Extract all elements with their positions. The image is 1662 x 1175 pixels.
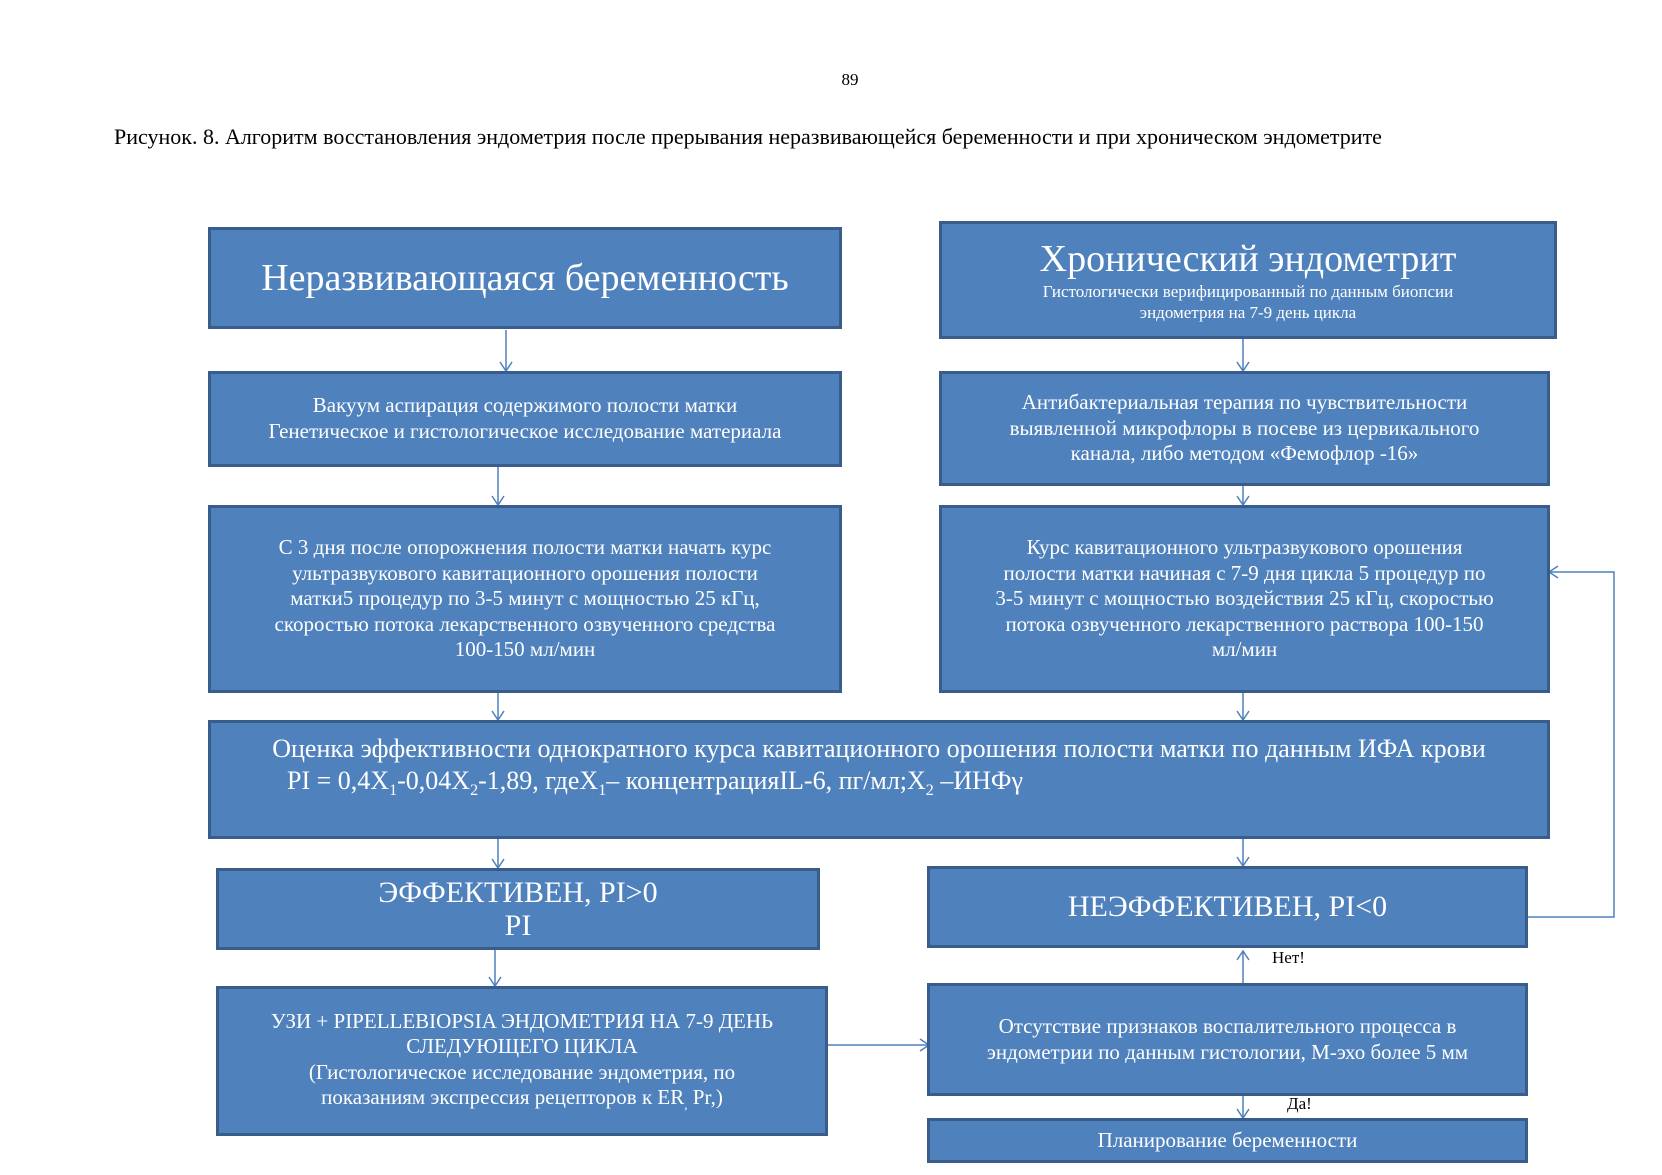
node-course-left-line-4: скоростью потока лекарственного озвученного средства xyxy=(274,611,776,636)
node-course-left xyxy=(208,505,842,693)
node-missed-pregnancy-text: Неразвивающаяся беременность xyxy=(261,256,789,299)
node-course-left-line-3: матки5 процедур по 3-5 минут с мощностью 25 кГц, xyxy=(290,586,760,611)
node-planning-text: Планирование беременности xyxy=(1097,1127,1358,1152)
node-course-right-line-1: Курс кавитационного ультразвукового орошения xyxy=(1026,534,1463,559)
node-ultrasound-biopsy-line-4 xyxy=(321,1085,723,1113)
node-course-left-line-5: 100-150 мл/мин xyxy=(454,637,596,662)
formula-sub-3: 1 xyxy=(598,781,607,799)
node-no-inflammation-line-2: эндометрии по данным гистологии, М-эхо более 5 мм xyxy=(986,1039,1469,1064)
node-antibacterial-therapy xyxy=(939,371,1550,486)
biopsy-line-4-part-b: Pr,) xyxy=(687,1085,723,1110)
formula-sub-4: 2 xyxy=(925,781,934,799)
node-ineffective-text: НЕЭФФЕКТИВЕН, PI<0 xyxy=(1067,889,1388,923)
formula-part-c: -1,89, гдеX xyxy=(478,765,599,795)
edge-label-no: Нет! xyxy=(1272,948,1305,967)
node-course-right-line-4: потока озвученного лекарственного раствора 100-150 xyxy=(1005,611,1484,636)
node-missed-pregnancy xyxy=(208,227,842,329)
node-ultrasound-biopsy-line-2: СЛЕДУЮЩЕГО ЦИКЛА xyxy=(406,1034,638,1059)
formula-sub-1: 1 xyxy=(389,781,398,799)
node-ultrasound-biopsy-line-1: УЗИ + PIPELLEBIOPSIA ЭНДОМЕТРИЯ НА 7-9 ДЕНЬ xyxy=(270,1008,774,1033)
formula-part-a: PI = 0,4X xyxy=(287,765,390,795)
node-effective xyxy=(216,868,820,950)
page-number: 89 xyxy=(841,70,859,89)
formula-part-d: – концентрацияIL-6, пг/мл;X xyxy=(606,765,926,795)
node-ultrasound-biopsy xyxy=(216,986,828,1136)
node-planning xyxy=(927,1118,1528,1163)
node-course-left-line-1: С 3 дня после опорожнения полости матки начать курс xyxy=(278,534,772,559)
node-evaluation-formula xyxy=(287,765,1023,801)
biopsy-line-4-part-a: показаниям экспрессия рецепторов к ER xyxy=(321,1085,685,1110)
node-no-inflammation xyxy=(927,983,1528,1096)
node-vacuum-aspiration xyxy=(208,371,842,467)
node-course-right-line-5: мл/мин xyxy=(1211,637,1278,662)
edge-label-yes: Да! xyxy=(1287,1094,1312,1113)
figure-caption: Рисунок. 8. Алгоритм восстановления эндометрия после прерывания неразвивающейся беременности и при хроническом эндометрите xyxy=(114,124,1382,149)
node-chronic-endometritis-subtitle-2: эндометрия на 7-9 день цикла xyxy=(1139,303,1357,323)
node-chronic-endometritis-subtitle-1: Гистологически верифицированный по данным биопсии xyxy=(1042,282,1454,302)
node-course-right-line-3: 3-5 минут с мощностью воздействия 25 кГц, скоростью xyxy=(995,586,1494,611)
node-course-right-line-2: полости матки начиная с 7-9 дня цикла 5 процедур по xyxy=(1003,560,1486,585)
node-no-inflammation-line-1: Отсутствие признаков воспалительного процесса в xyxy=(998,1013,1457,1038)
formula-sub-2: 2 xyxy=(470,781,479,799)
node-chronic-endometritis xyxy=(939,221,1557,339)
node-course-right xyxy=(939,505,1550,693)
formula-part-e: –ИНФγ xyxy=(933,765,1023,795)
node-ultrasound-biopsy-line-3: (Гистологическое исследование эндометрия, по xyxy=(308,1059,736,1084)
node-chronic-endometritis-title: Хронический эндометрит xyxy=(1039,238,1457,281)
node-effective-line-1: ЭФФЕКТИВЕН, PI>0 xyxy=(378,876,658,909)
node-evaluation xyxy=(208,720,1550,839)
node-effective-line-2: PI xyxy=(504,909,532,942)
node-evaluation-line-1: Оценка эффективности однократного курса кавитационного орошения полости матки по данным ИФА крови xyxy=(272,734,1486,763)
formula-part-b: -0,04X xyxy=(397,765,471,795)
node-antibacterial-therapy-line-3: канала, либо методом «Фемофлор -16» xyxy=(1070,441,1419,466)
node-vacuum-aspiration-line-2: Генетическое и гистологическое исследование материала xyxy=(268,419,782,443)
node-course-left-line-2: ультразвукового кавитационного орошения полости xyxy=(292,560,758,585)
node-antibacterial-therapy-line-2: выявленной микрофлоры в посеве из цервикального xyxy=(1009,415,1480,440)
node-vacuum-aspiration-line-1: Вакуум аспирация содержимого полости матки xyxy=(312,393,738,418)
node-ineffective xyxy=(927,866,1528,948)
node-antibacterial-therapy-line-1: Антибактериальная терапия по чувствительности xyxy=(1021,390,1468,415)
biopsy-line-4-sub: , xyxy=(684,1097,688,1113)
